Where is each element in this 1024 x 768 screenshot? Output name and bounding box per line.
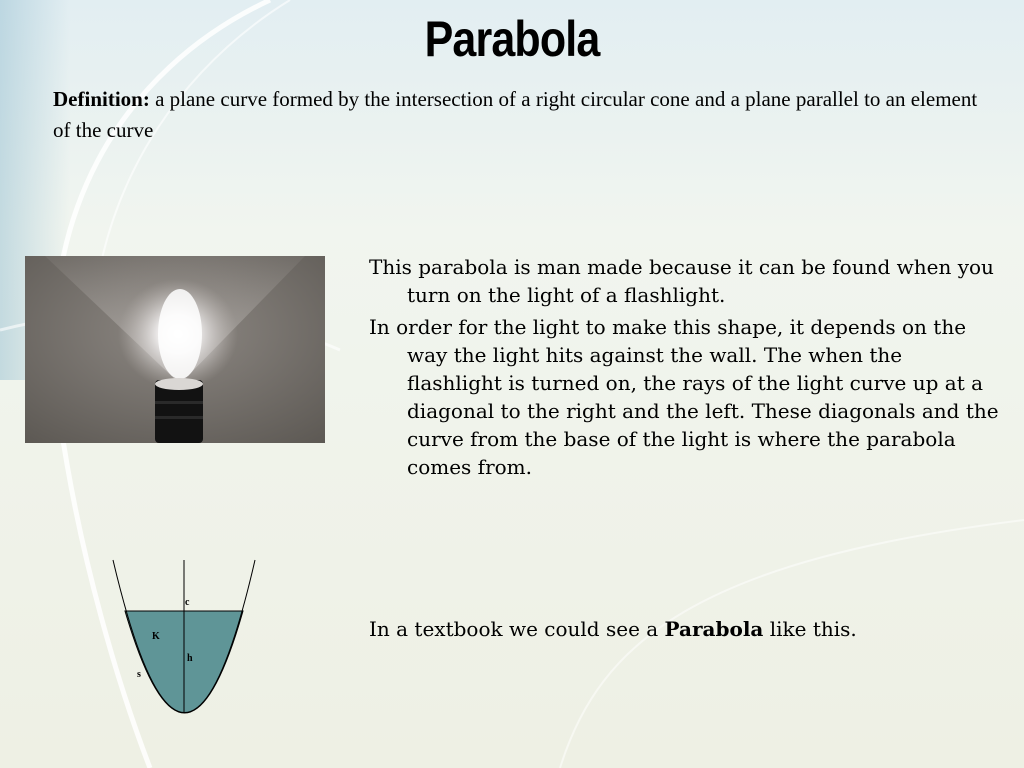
slide-title: Parabola [424,11,600,67]
body-text [369,253,999,485]
flashlight-photo [25,256,325,443]
label-c: c [185,597,190,608]
parabola-diagram [105,555,265,720]
label-k: K [152,631,160,642]
caption-text-end: like this. [763,617,857,641]
body-paragraph: This parabola is man made because it can be found when you turn on the light of a flashlight. [369,255,994,307]
definition-text: a plane curve formed by the intersection of a right circular cone and a plane parallel to an element of the curve [53,87,978,142]
label-s: s [137,669,141,680]
definition-term: Definition: [53,87,150,111]
label-h: h [187,653,193,664]
caption-text: In a textbook we could see a [369,617,665,641]
caption-bold-term: Parabola [664,617,764,641]
caption [369,614,999,644]
definition [53,84,983,146]
body-paragraph: In order for the light to make this shape, it depends on the way the light hits against the wall. The when the flashlight is turned on, the rays of the light curve up at a diagonal to the right and the left. These diagonals and the curve from the base of the light is where the parabola comes from. [369,315,999,479]
